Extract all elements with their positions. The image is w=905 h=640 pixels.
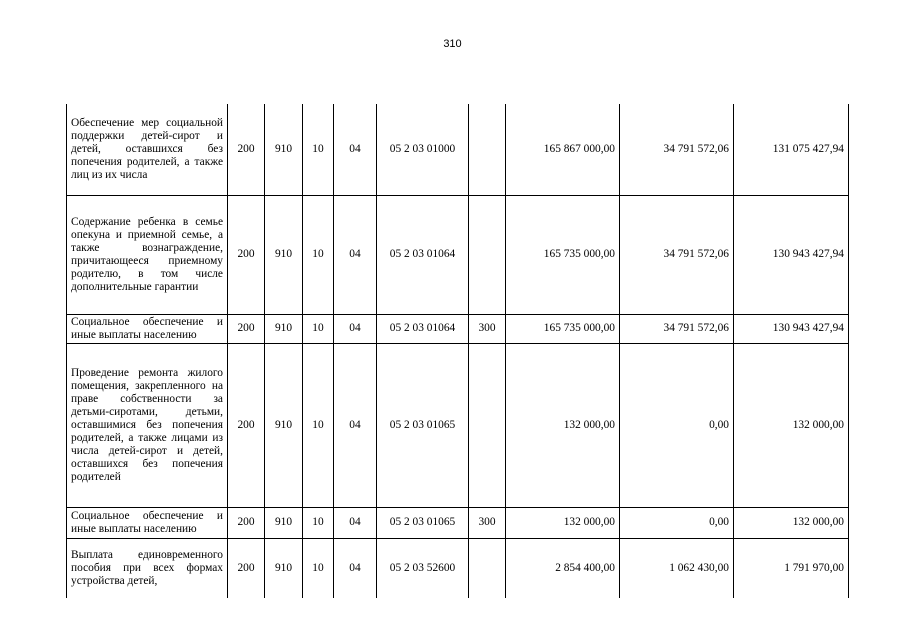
admin-code: 200 <box>228 507 265 538</box>
section-code: 10 <box>303 343 334 507</box>
target-article-code: 05 2 03 01000 <box>377 104 469 195</box>
planned-amount: 165 735 000,00 <box>506 314 620 343</box>
page-number: 310 <box>443 38 462 50</box>
executed-amount: 34 791 572,06 <box>620 195 734 314</box>
section-code: 10 <box>303 538 334 598</box>
planned-amount: 165 867 000,00 <box>506 104 620 195</box>
target-article-code: 05 2 03 01065 <box>377 343 469 507</box>
remaining-amount: 130 943 427,94 <box>734 195 849 314</box>
section-code: 10 <box>303 195 334 314</box>
budget-table <box>66 104 849 598</box>
target-article-code: 05 2 03 01064 <box>377 195 469 314</box>
admin-code: 200 <box>228 538 265 598</box>
expense-type-code <box>469 195 506 314</box>
expense-type-code: 300 <box>469 507 506 538</box>
subsection-code: 04 <box>334 343 377 507</box>
expense-type-code <box>469 538 506 598</box>
remaining-amount: 130 943 427,94 <box>734 314 849 343</box>
ministry-code: 910 <box>265 538 303 598</box>
admin-code: 200 <box>228 343 265 507</box>
planned-amount: 132 000,00 <box>506 343 620 507</box>
remaining-amount: 132 000,00 <box>734 507 849 538</box>
row-name: Содержание ребенка в семье опекуна и приемной семье, а также вознаграждение, причитающееся приемному родителю, в том числе дополнительные гарантии <box>67 195 228 314</box>
subsection-code: 04 <box>334 195 377 314</box>
admin-code: 200 <box>228 314 265 343</box>
row-name: Обеспечение мер социальной поддержки детей-сирот и детей, оставшихся без попечения родителей, а также лиц из их числа <box>67 104 228 195</box>
table-row <box>67 195 849 314</box>
target-article-code: 05 2 03 52600 <box>377 538 469 598</box>
subsection-code: 04 <box>334 314 377 343</box>
ministry-code: 910 <box>265 104 303 195</box>
executed-amount: 1 062 430,00 <box>620 538 734 598</box>
subsection-code: 04 <box>334 104 377 195</box>
table-row <box>67 538 849 598</box>
row-name: Проведение ремонта жилого помещения, закрепленного на праве собственности за детьми-сиротами, детьми, оставшимися без попечения родителей, а также лицами из числа детей-сирот и детей, оставшихся без попечения родителей <box>67 343 228 507</box>
row-name: Социальное обеспечение и иные выплаты населению <box>67 314 228 343</box>
ministry-code: 910 <box>265 195 303 314</box>
section-code: 10 <box>303 104 334 195</box>
remaining-amount: 1 791 970,00 <box>734 538 849 598</box>
section-code: 10 <box>303 314 334 343</box>
row-name: Социальное обеспечение и иные выплаты населению <box>67 507 228 538</box>
subsection-code: 04 <box>334 507 377 538</box>
table-row <box>67 343 849 507</box>
planned-amount: 2 854 400,00 <box>506 538 620 598</box>
section-code: 10 <box>303 507 334 538</box>
executed-amount: 34 791 572,06 <box>620 104 734 195</box>
expense-type-code: 300 <box>469 314 506 343</box>
target-article-code: 05 2 03 01064 <box>377 314 469 343</box>
planned-amount: 132 000,00 <box>506 507 620 538</box>
expense-type-code <box>469 343 506 507</box>
ministry-code: 910 <box>265 507 303 538</box>
remaining-amount: 132 000,00 <box>734 343 849 507</box>
row-name: Выплата единовременного пособия при всех формах устройства детей, <box>67 538 228 598</box>
admin-code: 200 <box>228 104 265 195</box>
table-row <box>67 104 849 195</box>
admin-code: 200 <box>228 195 265 314</box>
ministry-code: 910 <box>265 314 303 343</box>
planned-amount: 165 735 000,00 <box>506 195 620 314</box>
target-article-code: 05 2 03 01065 <box>377 507 469 538</box>
executed-amount: 0,00 <box>620 343 734 507</box>
executed-amount: 0,00 <box>620 507 734 538</box>
expense-type-code <box>469 104 506 195</box>
ministry-code: 910 <box>265 343 303 507</box>
remaining-amount: 131 075 427,94 <box>734 104 849 195</box>
table-row <box>67 314 849 343</box>
table-row <box>67 507 849 538</box>
subsection-code: 04 <box>334 538 377 598</box>
executed-amount: 34 791 572,06 <box>620 314 734 343</box>
